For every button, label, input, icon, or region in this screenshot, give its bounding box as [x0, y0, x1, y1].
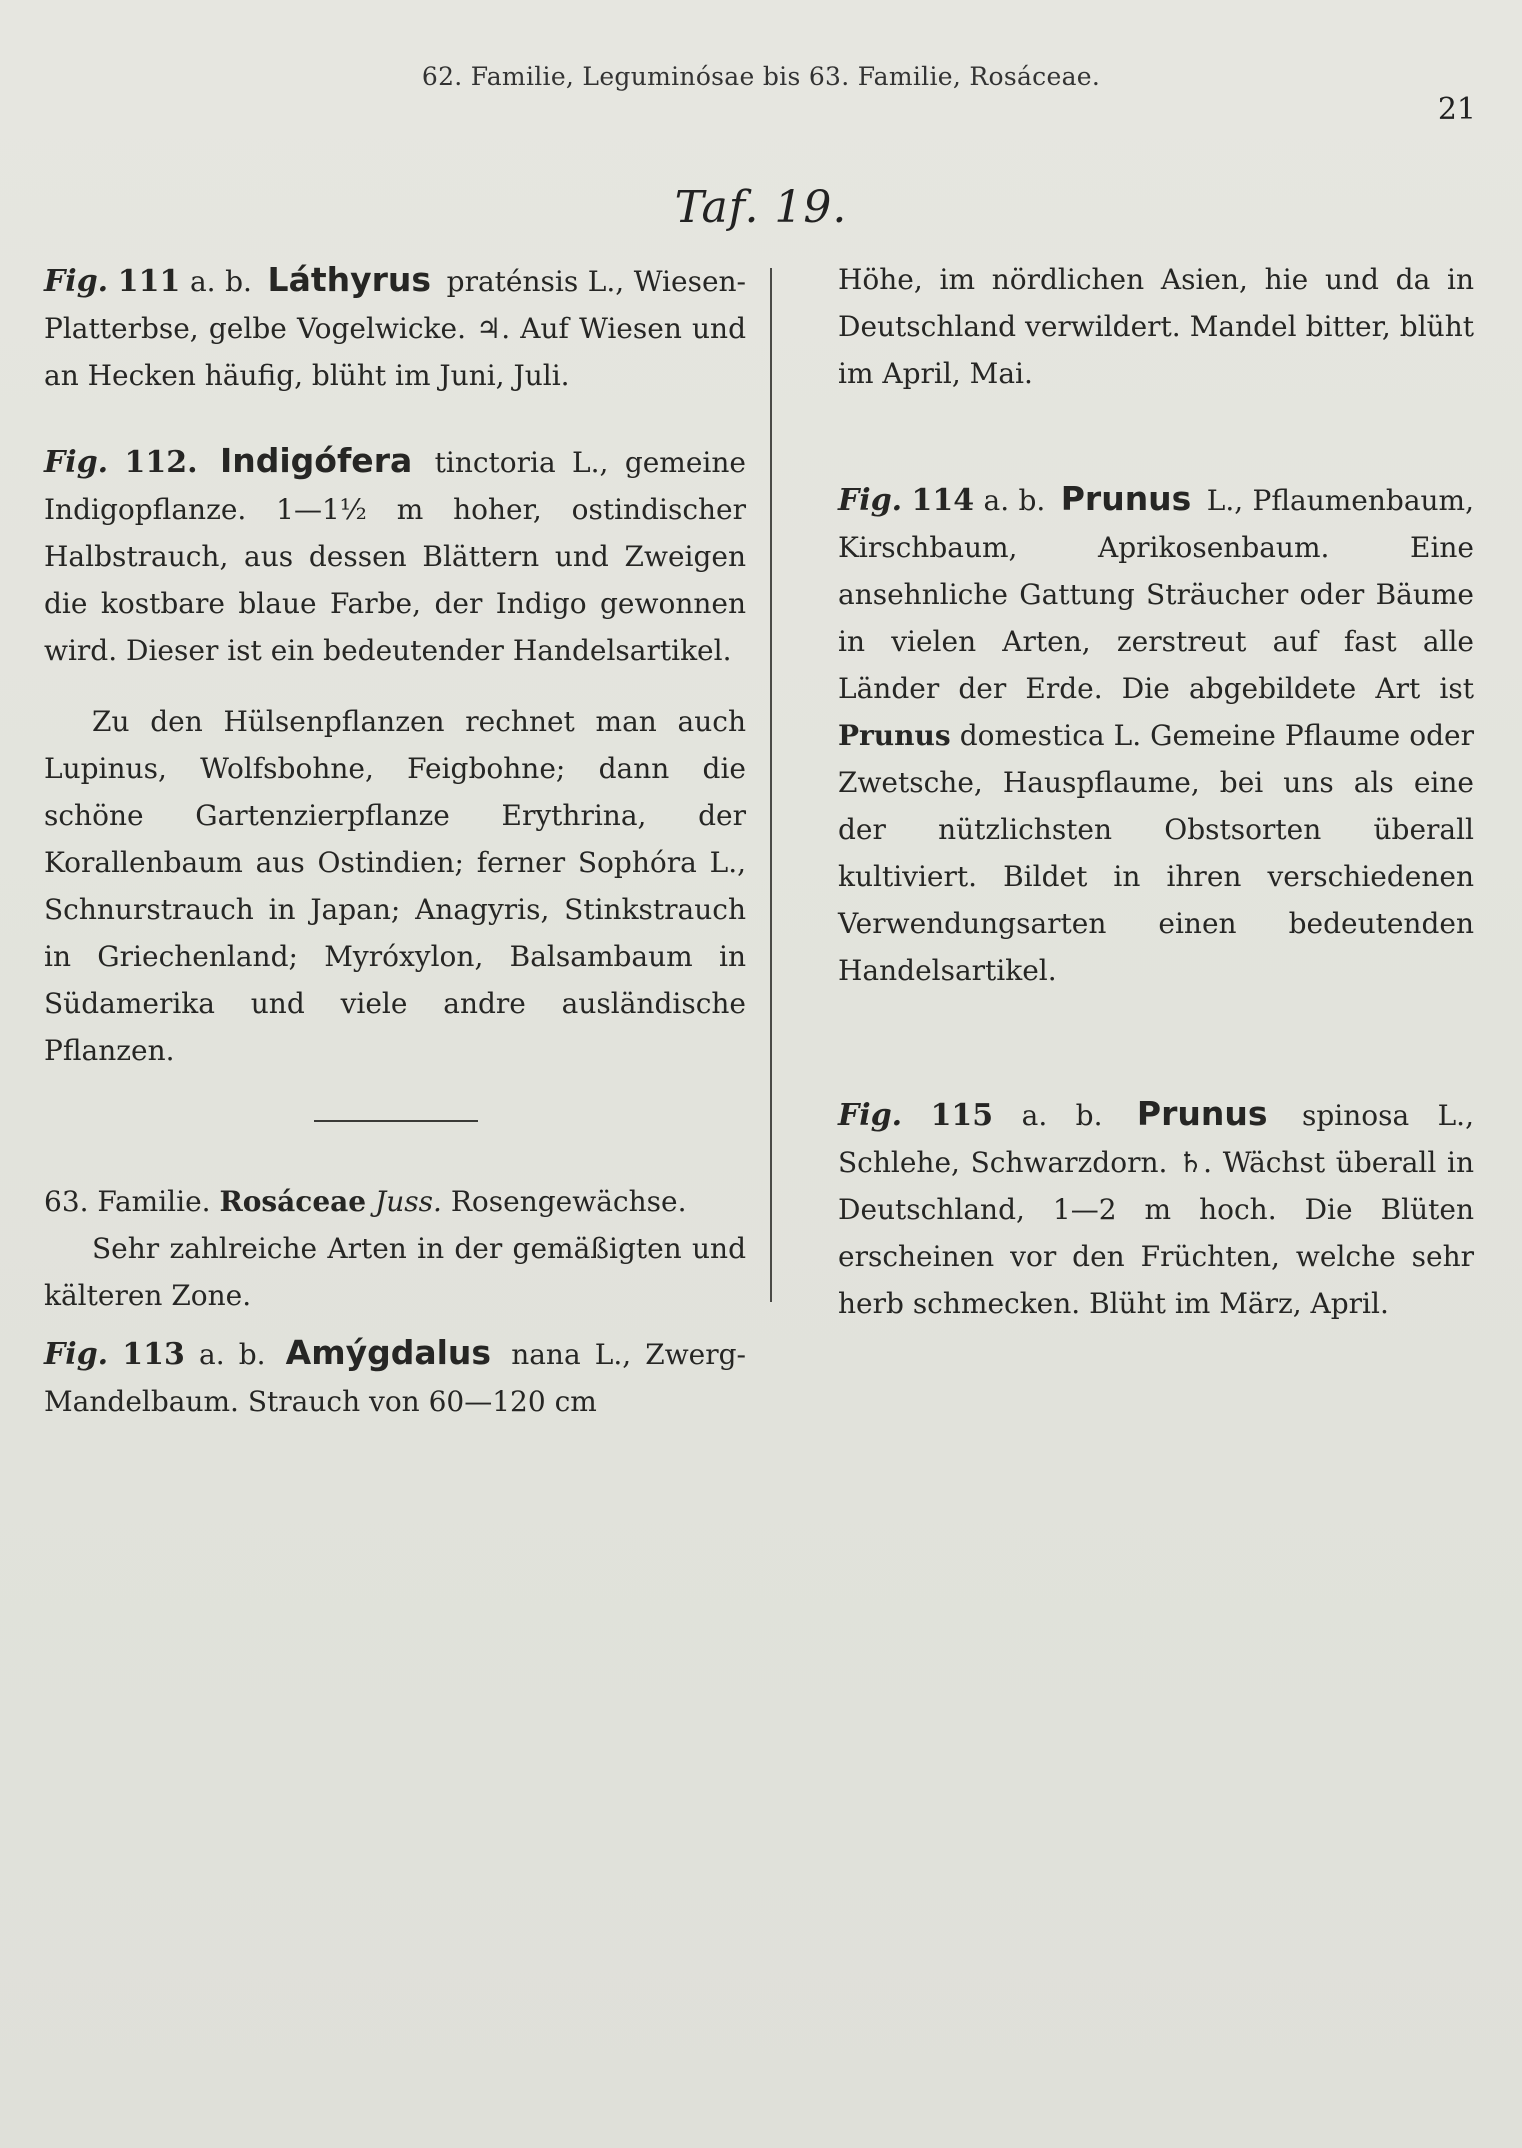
fig-label: Fig.	[44, 264, 109, 299]
fig-114-entry	[838, 475, 1474, 994]
section-rule	[314, 1120, 478, 1122]
plate-title: Taf. 19.	[674, 182, 848, 233]
entry-text-continued: domestica L. Gemeine Pflaume oder Zwetsche, Hauspflaume, bei uns als eine der nützlichsten Obstsorten überall kultiviert. Bildet in ihren verschiedenen Verwendungsarten einen bedeutenden Handelsartikel.	[838, 719, 1474, 987]
right-column	[838, 256, 1474, 1327]
inline-genus-name: Prunus	[838, 719, 951, 752]
fig-number: 111	[117, 264, 181, 299]
fig-sub: a. b.	[189, 265, 252, 298]
entry-text: spinosa L., Schlehe, Schwarzdorn. ♄. Wächst überall in Deutschland, 1—2 m hoch. Die Blüten erscheinen vor den Früchten, welche sehr herb schmecken. Blüht im März, April.	[838, 1099, 1474, 1320]
family-63-description: Sehr zahlreiche Arten in der gemäßigten und kälteren Zone.	[44, 1232, 746, 1312]
fig-sub: a. b.	[1021, 1099, 1103, 1132]
family-prefix: 63. Familie.	[44, 1185, 211, 1218]
running-head: 62. Familie, Leguminósae bis 63. Familie, Rosáceae.	[421, 62, 1101, 91]
entry-text: tinctoria L., gemeine Indigopflanze. 1—1½ m hoher, ostindischer Halbstrauch, aus dessen Blättern und Zweigen die kostbare blaue Farbe, der Indigo gewonnen wird. Dieser ist ein bedeutender Handelsartikel.	[44, 446, 746, 667]
column-divider	[770, 268, 772, 1302]
fig-115-entry	[838, 1090, 1474, 1327]
genus-name: Prunus	[1060, 479, 1192, 518]
fig-113-entry	[44, 1329, 746, 1425]
hulsenpflanzen-paragraph: Zu den Hülsenpflanzen rechnet man auch Lupinus, Wolfsbohne, Feigbohne; dann die schöne Gartenzierpflanze Erythrina, der Korallenbaum aus Ostindien; ferner Sophóra L., Schnurstrauch in Japan; Anagyris, Stinkstrauch in Griechenland; Myróxylon, Balsambaum in Südamerika und viele andre ausländische Pflanzen.	[44, 705, 746, 1067]
fig-label: Fig.	[44, 1337, 109, 1372]
fig-number: 113	[122, 1337, 185, 1372]
fig-112-entry	[44, 437, 746, 674]
page-number: 21	[1437, 92, 1476, 127]
family-name: Rosáceae	[219, 1185, 367, 1218]
family-author: Juss.	[375, 1185, 442, 1218]
fig-label: Fig.	[838, 1098, 903, 1133]
fig-sub: a. b.	[983, 484, 1046, 517]
family-63-heading	[44, 1178, 746, 1225]
genus-name: Láthyrus	[267, 260, 432, 299]
fig-111-entry	[44, 256, 746, 399]
entry-text: praténsis L., Wiesen-Platterbse, gelbe Vogelwicke. ♃. Auf Wiesen und an Hecken häufig, blüht im Juni, Juli.	[44, 265, 747, 392]
genus-name: Amýgdalus	[285, 1333, 492, 1372]
left-column	[44, 256, 746, 1425]
fig-label: Fig.	[44, 445, 109, 480]
fig-label: Fig.	[838, 483, 903, 518]
fig-sub: a. b.	[199, 1338, 266, 1371]
fig-number: 115	[930, 1098, 994, 1133]
entry-text: L., Pflaumenbaum, Kirschbaum, Aprikosenbaum. Eine ansehnliche Gattung Sträucher oder Bäume in vielen Arten, zerstreut auf fast alle Länder der Erde. Die abgebildete Art ist	[838, 484, 1474, 705]
fig-number: 112.	[124, 445, 198, 480]
genus-name: Indigófera	[219, 441, 413, 480]
fig-113-continuation: Höhe, im nördlichen Asien, hie und da in Deutschland verwildert. Mandel bitter, blüht im April, Mai.	[838, 263, 1474, 390]
fig-number: 114	[911, 483, 975, 518]
genus-name: Prunus	[1136, 1094, 1268, 1133]
entry-text: nana L., Zwerg-Mandelbaum. Strauch von 60—120 cm	[44, 1338, 747, 1418]
family-common-name: Rosengewächse.	[450, 1185, 687, 1218]
